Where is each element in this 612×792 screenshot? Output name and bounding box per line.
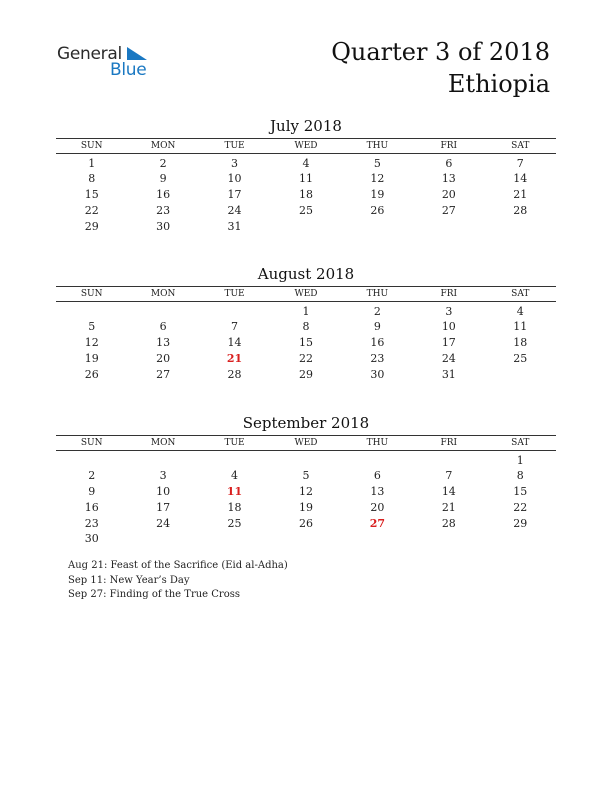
day-cell: 1 — [88, 156, 96, 170]
empty-day-cell — [485, 219, 556, 235]
weekday-label: WED — [270, 436, 341, 451]
day-cell: 28 — [513, 203, 528, 217]
day-cell: 13 — [156, 336, 171, 350]
day-cell: 22 — [298, 351, 313, 365]
day-cell: 30 — [156, 219, 171, 233]
day-cell: 3 — [159, 469, 167, 483]
day-cell: 14 — [441, 485, 456, 499]
week-row — [56, 304, 556, 320]
weekday-label: THU — [342, 287, 413, 302]
day-cell: 15 — [298, 336, 313, 350]
month-calendar-july — [56, 116, 556, 234]
week-row — [56, 335, 556, 351]
day-cell: 23 — [156, 203, 171, 217]
empty-day-cell — [342, 531, 413, 547]
empty-day-cell — [127, 453, 198, 469]
day-cell: 31 — [441, 367, 456, 381]
week-row — [56, 516, 556, 532]
month-grid — [56, 286, 556, 382]
week-row — [56, 156, 556, 172]
day-cell: 24 — [441, 351, 456, 365]
holiday-day-cell: 21 — [226, 351, 243, 365]
day-cell: 14 — [227, 336, 242, 350]
empty-day-cell — [270, 453, 341, 469]
day-cell: 7 — [445, 469, 453, 483]
day-cell: 10 — [441, 320, 456, 334]
day-cell: 22 — [513, 500, 528, 514]
day-cell: 2 — [373, 304, 381, 318]
day-cell: 19 — [84, 351, 99, 365]
day-cell: 8 — [516, 469, 524, 483]
day-cell: 13 — [441, 172, 456, 186]
day-cell: 4 — [231, 469, 239, 483]
month-grid — [56, 435, 556, 547]
day-cell: 16 — [370, 336, 385, 350]
day-cell: 30 — [370, 367, 385, 381]
day-cell: 17 — [227, 188, 242, 202]
day-cell: 16 — [156, 188, 171, 202]
day-cell: 18 — [513, 336, 528, 350]
month-calendar-august — [56, 264, 556, 382]
day-cell: 17 — [441, 336, 456, 350]
day-cell: 7 — [231, 320, 239, 334]
day-cell: 29 — [513, 516, 528, 530]
week-row — [56, 484, 556, 500]
day-cell: 9 — [159, 172, 167, 186]
day-cell: 18 — [298, 188, 313, 202]
empty-day-cell — [413, 453, 484, 469]
day-cell: 20 — [156, 351, 171, 365]
day-cell: 9 — [88, 485, 96, 499]
holiday-notes — [68, 559, 288, 603]
day-cell: 27 — [156, 367, 171, 381]
logo-triangle-icon — [125, 47, 147, 61]
holiday-day-cell: 27 — [369, 516, 386, 530]
day-cell: 4 — [516, 304, 524, 318]
day-cell: 26 — [370, 203, 385, 217]
weekday-label: TUE — [199, 436, 270, 451]
holiday-note: Sep 11: New Year’s Day — [68, 574, 190, 586]
day-cell: 18 — [227, 500, 242, 514]
day-cell: 14 — [513, 172, 528, 186]
day-cell: 29 — [298, 367, 313, 381]
empty-day-cell — [413, 219, 484, 235]
day-cell: 25 — [298, 203, 313, 217]
weekday-label: SAT — [485, 436, 556, 451]
month-grid — [56, 138, 556, 234]
day-cell: 12 — [370, 172, 385, 186]
quarter-title: Quarter 3 of 2018 — [331, 38, 550, 66]
weekday-label: MON — [127, 139, 198, 154]
holiday-note: Aug 21: Feast of the Sacrifice (Eid al-Adha) — [68, 560, 288, 571]
day-cell: 1 — [516, 453, 524, 467]
day-cell: 20 — [441, 188, 456, 202]
weekday-label: MON — [127, 287, 198, 302]
day-cell: 3 — [445, 304, 453, 318]
day-cell: 23 — [370, 351, 385, 365]
month-title: July 2018 — [270, 117, 342, 135]
day-cell: 15 — [513, 485, 528, 499]
weekday-header-row — [56, 287, 556, 302]
day-cell: 5 — [373, 156, 381, 170]
empty-day-cell — [413, 531, 484, 547]
empty-day-cell — [342, 219, 413, 235]
day-cell: 16 — [84, 500, 99, 514]
weekday-label: FRI — [413, 139, 484, 154]
empty-day-cell — [485, 367, 556, 383]
day-cell: 10 — [156, 485, 171, 499]
day-cell: 11 — [513, 320, 528, 334]
day-cell: 17 — [156, 500, 171, 514]
day-cell: 9 — [373, 320, 381, 334]
day-cell: 7 — [516, 156, 524, 170]
day-cell: 21 — [513, 188, 528, 202]
day-cell: 19 — [370, 188, 385, 202]
day-cell: 22 — [84, 203, 99, 217]
day-cell: 29 — [84, 219, 99, 233]
month-title: August 2018 — [257, 265, 355, 283]
weekday-label: SUN — [56, 139, 127, 154]
weekday-label: WED — [270, 139, 341, 154]
day-cell: 31 — [227, 219, 242, 233]
day-cell: 25 — [227, 516, 242, 530]
week-row — [56, 453, 556, 469]
day-cell: 10 — [227, 172, 242, 186]
day-cell: 4 — [302, 156, 310, 170]
day-cell: 30 — [84, 532, 99, 546]
week-row — [56, 203, 556, 219]
weekday-header-row — [56, 139, 556, 154]
day-cell: 5 — [302, 469, 310, 483]
generalblue-logo — [57, 44, 157, 80]
empty-day-cell — [485, 531, 556, 547]
day-cell: 26 — [298, 516, 313, 530]
day-cell: 6 — [445, 156, 453, 170]
weekday-label: SUN — [56, 436, 127, 451]
day-cell: 11 — [298, 172, 313, 186]
logo-blue-text: Blue — [110, 60, 147, 80]
weekday-label: MON — [127, 436, 198, 451]
weekday-label: FRI — [413, 436, 484, 451]
weekday-label: THU — [342, 436, 413, 451]
day-cell: 27 — [441, 203, 456, 217]
week-row — [56, 171, 556, 187]
day-cell: 24 — [227, 203, 242, 217]
month-title: September 2018 — [242, 414, 370, 432]
weekday-label: SAT — [485, 287, 556, 302]
country-title: Ethiopia — [447, 70, 550, 98]
day-cell: 25 — [513, 351, 528, 365]
empty-day-cell — [199, 304, 270, 320]
day-cell: 15 — [84, 188, 99, 202]
empty-day-cell — [342, 453, 413, 469]
day-cell: 3 — [231, 156, 239, 170]
week-row — [56, 468, 556, 484]
week-row — [56, 367, 556, 383]
day-cell: 28 — [227, 367, 242, 381]
holiday-note: Sep 27: Finding of the True Cross — [68, 589, 240, 600]
day-cell: 28 — [441, 516, 456, 530]
day-cell: 13 — [370, 485, 385, 499]
empty-day-cell — [56, 304, 127, 320]
page-title — [331, 36, 550, 100]
week-row — [56, 219, 556, 235]
day-cell: 8 — [302, 320, 310, 334]
empty-day-cell — [127, 304, 198, 320]
week-row — [56, 187, 556, 203]
day-cell: 12 — [84, 336, 99, 350]
weekday-label: FRI — [413, 287, 484, 302]
day-cell: 12 — [298, 485, 313, 499]
week-row — [56, 351, 556, 367]
weekday-label: TUE — [199, 139, 270, 154]
day-cell: 2 — [88, 469, 96, 483]
day-cell: 8 — [88, 172, 96, 186]
weekday-label: SAT — [485, 139, 556, 154]
logo-general-text: General — [57, 44, 122, 64]
week-row — [56, 319, 556, 335]
empty-day-cell — [127, 531, 198, 547]
empty-day-cell — [270, 219, 341, 235]
day-cell: 24 — [156, 516, 171, 530]
weekday-label: WED — [270, 287, 341, 302]
day-cell: 5 — [88, 320, 96, 334]
weekday-header-row — [56, 436, 556, 451]
empty-day-cell — [199, 531, 270, 547]
empty-day-cell — [56, 453, 127, 469]
day-cell: 19 — [298, 500, 313, 514]
holiday-day-cell: 11 — [226, 485, 243, 499]
weekday-label: THU — [342, 139, 413, 154]
day-cell: 2 — [159, 156, 167, 170]
weekday-label: SUN — [56, 287, 127, 302]
month-calendar-september — [56, 413, 556, 547]
day-cell: 23 — [84, 516, 99, 530]
day-cell: 20 — [370, 500, 385, 514]
weekday-label: TUE — [199, 287, 270, 302]
empty-day-cell — [199, 453, 270, 469]
day-cell: 1 — [302, 304, 310, 318]
day-cell: 6 — [373, 469, 381, 483]
day-cell: 21 — [441, 500, 456, 514]
day-cell: 6 — [159, 320, 167, 334]
week-row — [56, 500, 556, 516]
day-cell: 26 — [84, 367, 99, 381]
week-row — [56, 531, 556, 547]
empty-day-cell — [270, 531, 341, 547]
